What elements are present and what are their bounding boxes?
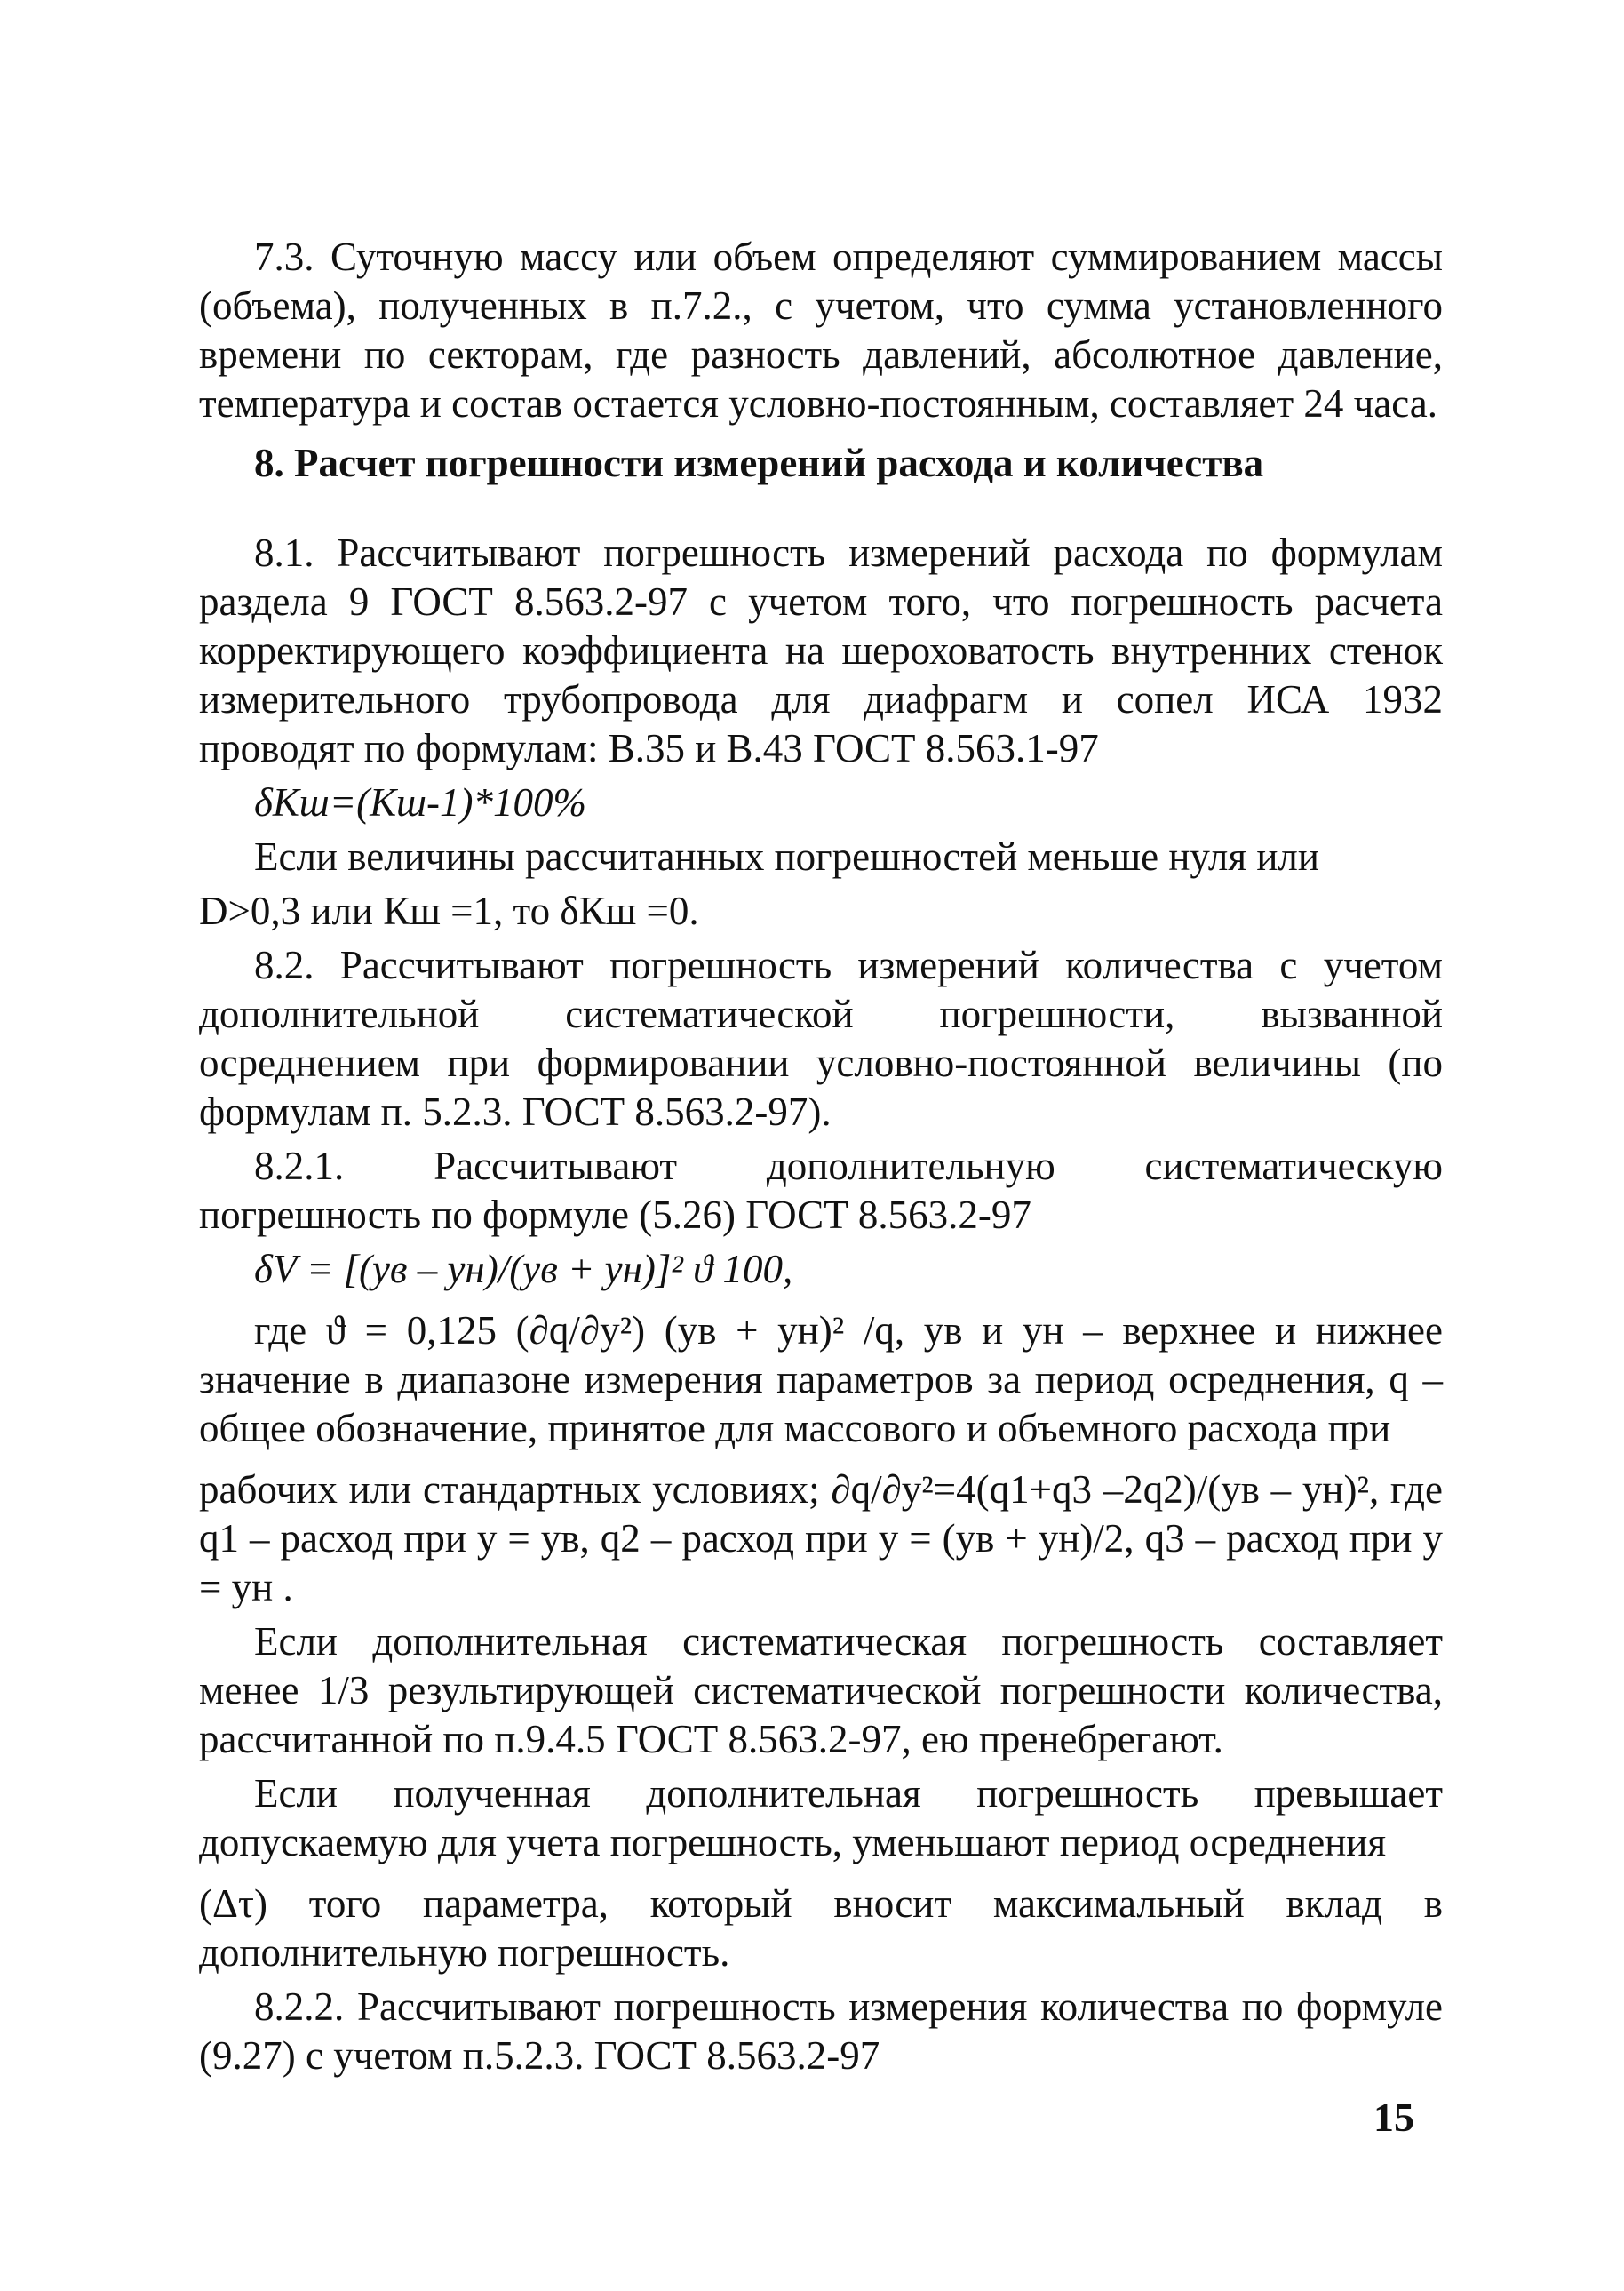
page-body — [199, 233, 1443, 2080]
paragraph-8-2-1-word2: дополнительную — [766, 1144, 1055, 1188]
paragraph-where-definitions: где ϑ = 0,125 (∂q/∂y²) (yв + yн)² /q, yв и yн – верхнее и нижнее значение в диапазоне измерения параметров за период осреднения, q – общее обозначение, принятое для массового и объемного расхода при — [199, 1308, 1443, 1450]
paragraph-8-2-1-cont: погрешность по формуле (5.26) ГОСТ 8.563.2-97 — [199, 1193, 1031, 1237]
page-number: 15 — [1373, 2095, 1414, 2140]
section-heading-8: 8. Расчет погрешности измерений расхода и количества — [254, 441, 1264, 485]
paragraph-8-2-2: 8.2.2. Рассчитывают погрешность измерения количества по формуле (9.27) с учетом п.5.2.3. ГОСТ 8.563.2-97 — [199, 1984, 1443, 2078]
paragraph-8-1: 8.1. Рассчитывают погрешность измерений расхода по формулам раздела 9 ГОСТ 8.563.2-97 с учетом того, что погрешность расчета корректирующего коэффициента на шероховатость внутренних стенок измерительного трубопровода для диафрагм и сопел ИСА 1932 проводят по формулам: В.35 и В.43 ГОСТ 8.563.1-97 — [199, 531, 1443, 770]
paragraph-if-exceeds-cont: (Δτ) того параметра, который вносит максимальный вклад в дополнительную погрешность. — [199, 1881, 1443, 1975]
paragraph-8-2-1-number: 8.2.1. — [254, 1144, 345, 1188]
paragraph-8-2-1-word1: Рассчитывают — [434, 1144, 678, 1188]
paragraph-if-exceeds: Если полученная дополнительная погрешность превышает допускаемую для учета погрешность, уменьшают период осреднения — [199, 1771, 1443, 1864]
paragraph-8-2: 8.2. Рассчитывают погрешность измерений количества с учетом дополнительной систематической погрешности, вызванной осреднением при формировании условно-постоянной величины (по формулам п. 5.2.3. ГОСТ 8.563.2-97). — [199, 943, 1443, 1134]
paragraph-if-less-third: Если дополнительная систематическая погрешность составляет менее 1/3 результирующей систематической погрешности количества, рассчитанной по п.9.4.5 ГОСТ 8.563.2-97, ею пренебрегают. — [199, 1619, 1443, 1761]
paragraph-where-derivative: рабочих или стандартных условиях; ∂q/∂y²=4(q1+q3 –2q2)/(yв – yн)², где q1 – расход при y = yв, q2 – расход при y = (yв + yн)/2, q3 – расход при y = yн . — [199, 1467, 1443, 1609]
paragraph-7-3: 7.3. Суточную массу или объем определяют суммированием массы (объема), полученных в п.7.2., с учетом, что сумма установленного времени по секторам, где разность давлений, абсолютное давление, температура и состав остается условно-постоянным, составляет 24 часа. — [199, 235, 1443, 426]
formula-roughness-error: δКш=(Кш-1)*100% — [254, 780, 586, 825]
paragraph-8-2-1-word3: систематическую — [1144, 1144, 1443, 1188]
formula-additional-error: δV = [(yв – yн)/(yв + yн)]² ϑ 100, — [254, 1247, 793, 1291]
paragraph-if-negative: Если величины рассчитанных погрешностей меньше нуля или — [254, 834, 1319, 879]
paragraph-if-negative-cont: D>0,3 или Кш =1, то δКш =0. — [199, 889, 699, 933]
paragraph-8-2-1-line — [199, 1142, 1443, 1191]
